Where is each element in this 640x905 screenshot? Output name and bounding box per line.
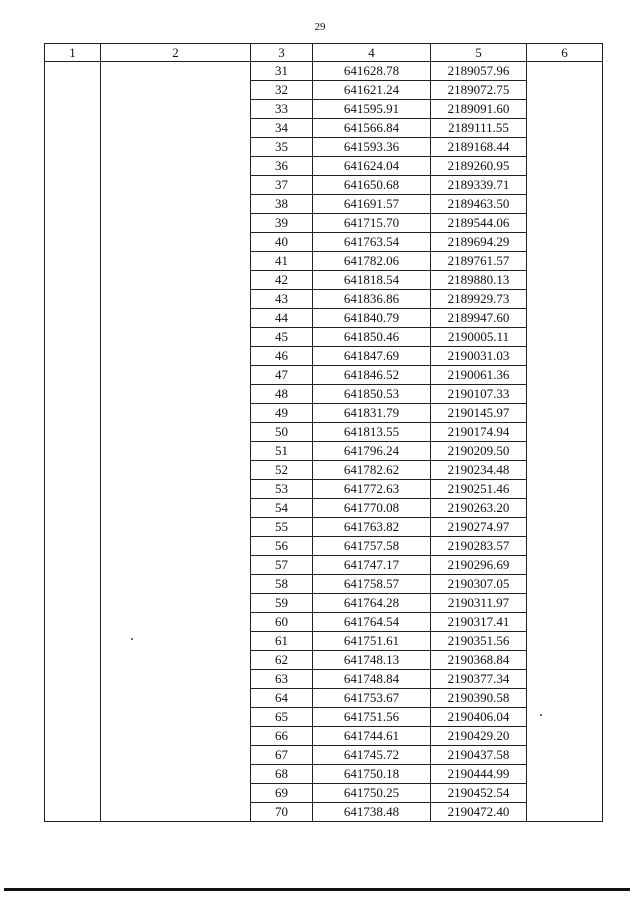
point-number-cell: 35 <box>251 138 313 157</box>
point-number-cell: 36 <box>251 157 313 176</box>
y-coordinate-cell: 2190234.48 <box>431 461 527 480</box>
y-coordinate-cell: 2190061.36 <box>431 366 527 385</box>
page-number: 29 <box>314 21 326 33</box>
column-header-6: 6 <box>527 44 603 62</box>
y-coordinate-cell: 2189111.55 <box>431 119 527 138</box>
point-number-cell: 34 <box>251 119 313 138</box>
point-number-cell: 57 <box>251 556 313 575</box>
x-coordinate-cell: 641846.52 <box>313 366 431 385</box>
y-coordinate-cell: 2189929.73 <box>431 290 527 309</box>
x-coordinate-cell: 641593.36 <box>313 138 431 157</box>
bottom-rule <box>4 888 630 891</box>
x-coordinate-cell: 641840.79 <box>313 309 431 328</box>
x-coordinate-cell: 641782.06 <box>313 252 431 271</box>
x-coordinate-cell: 641691.57 <box>313 195 431 214</box>
point-number-cell: 50 <box>251 423 313 442</box>
x-coordinate-cell: 641757.58 <box>313 537 431 556</box>
point-number-cell: 59 <box>251 594 313 613</box>
y-coordinate-cell: 2189057.96 <box>431 62 527 81</box>
point-number-cell: 69 <box>251 784 313 803</box>
table-body <box>45 62 603 822</box>
point-number-cell: 37 <box>251 176 313 195</box>
point-number-cell: 60 <box>251 613 313 632</box>
point-number-cell: 66 <box>251 727 313 746</box>
y-coordinate-cell: 2189463.50 <box>431 195 527 214</box>
point-number-cell: 47 <box>251 366 313 385</box>
column-6-cell <box>527 62 603 822</box>
y-coordinate-cell: 2190452.54 <box>431 784 527 803</box>
x-coordinate-cell: 641566.84 <box>313 119 431 138</box>
point-number-cell: 65 <box>251 708 313 727</box>
y-coordinate-cell: 2190429.20 <box>431 727 527 746</box>
y-coordinate-cell: 2190005.11 <box>431 328 527 347</box>
point-number-cell: 58 <box>251 575 313 594</box>
column-2-cell <box>101 62 251 822</box>
x-coordinate-cell: 641751.61 <box>313 632 431 651</box>
y-coordinate-cell: 2190251.46 <box>431 480 527 499</box>
y-coordinate-cell: 2189168.44 <box>431 138 527 157</box>
y-coordinate-cell: 2190263.20 <box>431 499 527 518</box>
y-coordinate-cell: 2189091.60 <box>431 100 527 119</box>
table-row <box>45 62 603 81</box>
column-1-cell <box>45 62 101 822</box>
y-coordinate-cell: 2190311.97 <box>431 594 527 613</box>
point-number-cell: 54 <box>251 499 313 518</box>
x-coordinate-cell: 641850.53 <box>313 385 431 404</box>
point-number-cell: 51 <box>251 442 313 461</box>
y-coordinate-cell: 2190209.50 <box>431 442 527 461</box>
y-coordinate-cell: 2190437.58 <box>431 746 527 765</box>
y-coordinate-cell: 2189694.29 <box>431 233 527 252</box>
scan-speck <box>131 638 133 640</box>
coordinates-table <box>44 43 603 822</box>
point-number-cell: 42 <box>251 271 313 290</box>
column-header-4: 4 <box>313 44 431 62</box>
point-number-cell: 43 <box>251 290 313 309</box>
x-coordinate-cell: 641763.82 <box>313 518 431 537</box>
x-coordinate-cell: 641818.54 <box>313 271 431 290</box>
x-coordinate-cell: 641750.18 <box>313 765 431 784</box>
point-number-cell: 40 <box>251 233 313 252</box>
x-coordinate-cell: 641770.08 <box>313 499 431 518</box>
x-coordinate-cell: 641595.91 <box>313 100 431 119</box>
x-coordinate-cell: 641764.28 <box>313 594 431 613</box>
point-number-cell: 63 <box>251 670 313 689</box>
x-coordinate-cell: 641738.48 <box>313 803 431 822</box>
x-coordinate-cell: 641796.24 <box>313 442 431 461</box>
point-number-cell: 48 <box>251 385 313 404</box>
x-coordinate-cell: 641813.55 <box>313 423 431 442</box>
x-coordinate-cell: 641850.46 <box>313 328 431 347</box>
point-number-cell: 32 <box>251 81 313 100</box>
y-coordinate-cell: 2189544.06 <box>431 214 527 233</box>
point-number-cell: 68 <box>251 765 313 784</box>
x-coordinate-cell: 641748.84 <box>313 670 431 689</box>
y-coordinate-cell: 2190377.34 <box>431 670 527 689</box>
x-coordinate-cell: 641782.62 <box>313 461 431 480</box>
point-number-cell: 62 <box>251 651 313 670</box>
x-coordinate-cell: 641628.78 <box>313 62 431 81</box>
x-coordinate-cell: 641715.70 <box>313 214 431 233</box>
x-coordinate-cell: 641748.13 <box>313 651 431 670</box>
x-coordinate-cell: 641747.17 <box>313 556 431 575</box>
y-coordinate-cell: 2190317.41 <box>431 613 527 632</box>
x-coordinate-cell: 641750.25 <box>313 784 431 803</box>
point-number-cell: 44 <box>251 309 313 328</box>
y-coordinate-cell: 2190351.56 <box>431 632 527 651</box>
y-coordinate-cell: 2189880.13 <box>431 271 527 290</box>
y-coordinate-cell: 2190406.04 <box>431 708 527 727</box>
y-coordinate-cell: 2189339.71 <box>431 176 527 195</box>
y-coordinate-cell: 2190031.03 <box>431 347 527 366</box>
x-coordinate-cell: 641751.56 <box>313 708 431 727</box>
point-number-cell: 41 <box>251 252 313 271</box>
x-coordinate-cell: 641753.67 <box>313 689 431 708</box>
y-coordinate-cell: 2189947.60 <box>431 309 527 328</box>
y-coordinate-cell: 2190174.94 <box>431 423 527 442</box>
scan-speck <box>540 714 542 716</box>
y-coordinate-cell: 2190283.57 <box>431 537 527 556</box>
y-coordinate-cell: 2190274.97 <box>431 518 527 537</box>
point-number-cell: 56 <box>251 537 313 556</box>
point-number-cell: 38 <box>251 195 313 214</box>
point-number-cell: 70 <box>251 803 313 822</box>
point-number-cell: 33 <box>251 100 313 119</box>
point-number-cell: 46 <box>251 347 313 366</box>
point-number-cell: 53 <box>251 480 313 499</box>
point-number-cell: 52 <box>251 461 313 480</box>
y-coordinate-cell: 2190107.33 <box>431 385 527 404</box>
x-coordinate-cell: 641744.61 <box>313 727 431 746</box>
x-coordinate-cell: 641621.24 <box>313 81 431 100</box>
x-coordinate-cell: 641836.86 <box>313 290 431 309</box>
point-number-cell: 39 <box>251 214 313 233</box>
x-coordinate-cell: 641745.72 <box>313 746 431 765</box>
x-coordinate-cell: 641763.54 <box>313 233 431 252</box>
point-number-cell: 64 <box>251 689 313 708</box>
x-coordinate-cell: 641831.79 <box>313 404 431 423</box>
y-coordinate-cell: 2190307.05 <box>431 575 527 594</box>
point-number-cell: 61 <box>251 632 313 651</box>
point-number-cell: 45 <box>251 328 313 347</box>
x-coordinate-cell: 641650.68 <box>313 176 431 195</box>
y-coordinate-cell: 2190472.40 <box>431 803 527 822</box>
point-number-cell: 67 <box>251 746 313 765</box>
y-coordinate-cell: 2190296.69 <box>431 556 527 575</box>
y-coordinate-cell: 2189761.57 <box>431 252 527 271</box>
x-coordinate-cell: 641764.54 <box>313 613 431 632</box>
column-header-5: 5 <box>431 44 527 62</box>
column-header-2: 2 <box>101 44 251 62</box>
x-coordinate-cell: 641847.69 <box>313 347 431 366</box>
table-header-row <box>45 44 603 62</box>
column-header-3: 3 <box>251 44 313 62</box>
x-coordinate-cell: 641624.04 <box>313 157 431 176</box>
column-header-1: 1 <box>45 44 101 62</box>
y-coordinate-cell: 2190390.58 <box>431 689 527 708</box>
y-coordinate-cell: 2190444.99 <box>431 765 527 784</box>
x-coordinate-cell: 641772.63 <box>313 480 431 499</box>
x-coordinate-cell: 641758.57 <box>313 575 431 594</box>
point-number-cell: 55 <box>251 518 313 537</box>
y-coordinate-cell: 2189072.75 <box>431 81 527 100</box>
point-number-cell: 49 <box>251 404 313 423</box>
y-coordinate-cell: 2190368.84 <box>431 651 527 670</box>
y-coordinate-cell: 2189260.95 <box>431 157 527 176</box>
y-coordinate-cell: 2190145.97 <box>431 404 527 423</box>
point-number-cell: 31 <box>251 62 313 81</box>
